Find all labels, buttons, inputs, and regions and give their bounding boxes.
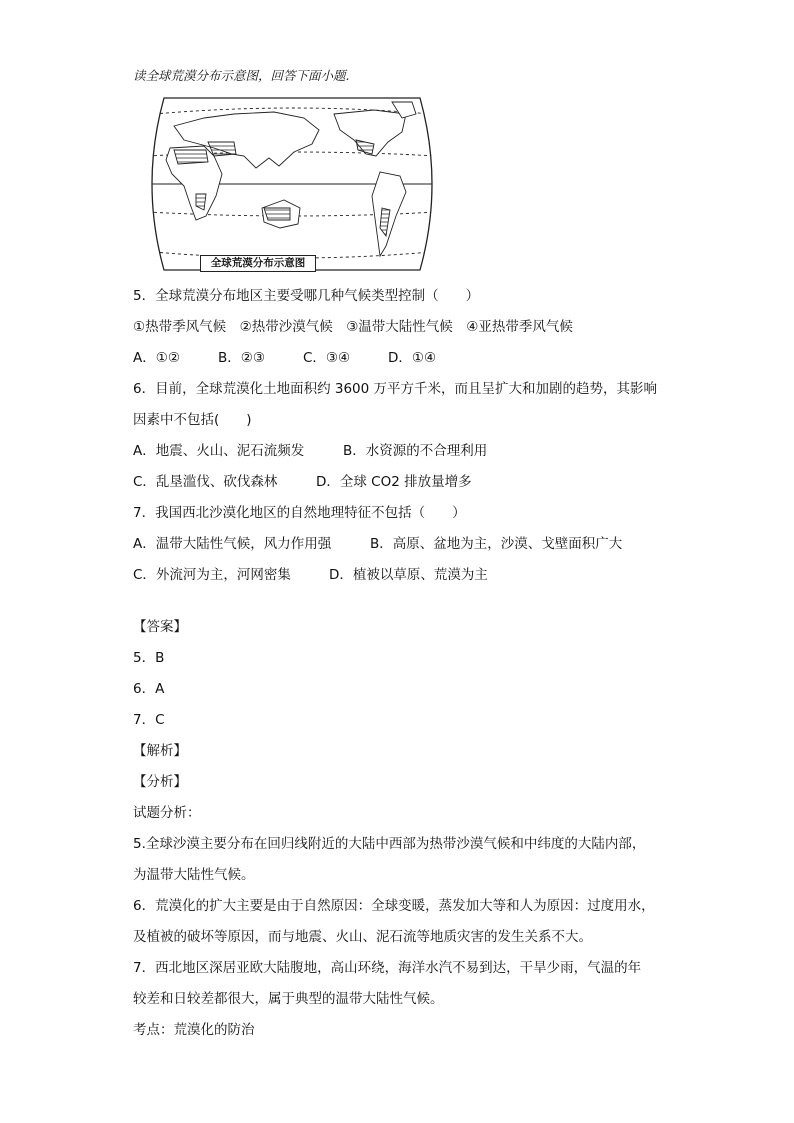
analysis-p7-line1: 7．西北地区深居亚欧大陆腹地，高山环绕，海洋水汽不易到达，干旱少雨，气温的年 bbox=[133, 960, 642, 976]
analysis-topic: 考点：荒漠化的防治 bbox=[133, 1022, 255, 1038]
q7-stem: 7．我国西北沙漠化地区的自然地理特征不包括（ ） bbox=[133, 505, 466, 521]
q5-option-c: C．③④ bbox=[303, 350, 351, 366]
q7-option-d: D．植被以草原、荒漠为主 bbox=[329, 567, 488, 583]
q7-option-b: B．高原、盆地为主，沙漠、戈壁面积广大 bbox=[370, 536, 623, 552]
analysis-p6-line2: 及植被的破坏等原因，而与地震、火山、泥石流等地质灾害的发生关系不大。 bbox=[133, 929, 592, 945]
analysis-p5-line2: 为温带大陆性气候。 bbox=[133, 867, 255, 883]
answer-heading: 【答案】 bbox=[133, 619, 187, 635]
analysis-heading: 【解析】 bbox=[133, 743, 187, 759]
world-desert-map bbox=[144, 96, 440, 272]
analysis-p6-line1: 6．荒漠化的扩大主要是由于自然原因：全球变暖，蒸发加大等和人为原因：过度用水， bbox=[133, 898, 655, 914]
analysis-p7-line2: 较差和日较差都很大，属于典型的温带大陆性气候。 bbox=[133, 991, 444, 1007]
q6-stem-line2: 因素中不包括( ) bbox=[133, 412, 252, 428]
answer-item-6: 6．A bbox=[133, 681, 165, 697]
q5-option-d: D．①④ bbox=[388, 350, 437, 366]
q6-option-d: D．全球 CO2 排放量增多 bbox=[316, 474, 472, 490]
world-map-graphic bbox=[144, 96, 440, 272]
q5-choices: ①热带季风气候 ②热带沙漠气候 ③温带大陆性气候 ④亚热带季风气候 bbox=[133, 319, 573, 335]
analysis-sub-heading: 【分析】 bbox=[133, 774, 187, 790]
intro-text: 读全球荒漠分布示意图，回答下面小题. bbox=[133, 68, 350, 83]
map-caption: 全球荒漠分布示意图 bbox=[200, 255, 316, 272]
analysis-p5-line1: 5.全球沙漠主要分布在回归线附近的大陆中西部为热带沙漠气候和中纬度的大陆内部， bbox=[133, 836, 646, 852]
q6-stem-line1: 6．目前，全球荒漠化土地面积约 3600 万平方千米，而且呈扩大和加剧的趋势，其影响 bbox=[133, 381, 658, 397]
q7-option-c: C．外流河为主，河网密集 bbox=[133, 567, 291, 583]
q7-option-a: A．温带大陆性气候，风力作用强 bbox=[133, 536, 332, 552]
analysis-label: 试题分析： bbox=[133, 805, 201, 821]
answer-item-5: 5．B bbox=[133, 650, 165, 666]
q5-option-b: B．②③ bbox=[218, 350, 265, 366]
q6-option-a: A．地震、火山、泥石流频发 bbox=[133, 443, 305, 459]
answer-item-7: 7．C bbox=[133, 712, 165, 728]
q5-stem: 5．全球荒漠分布地区主要受哪几种气候类型控制（ ） bbox=[133, 288, 480, 304]
q6-option-c: C．乱垦滥伐、砍伐森林 bbox=[133, 474, 278, 490]
q6-option-b: B．水资源的不合理利用 bbox=[343, 443, 488, 459]
q5-option-a: A．①② bbox=[133, 350, 180, 366]
